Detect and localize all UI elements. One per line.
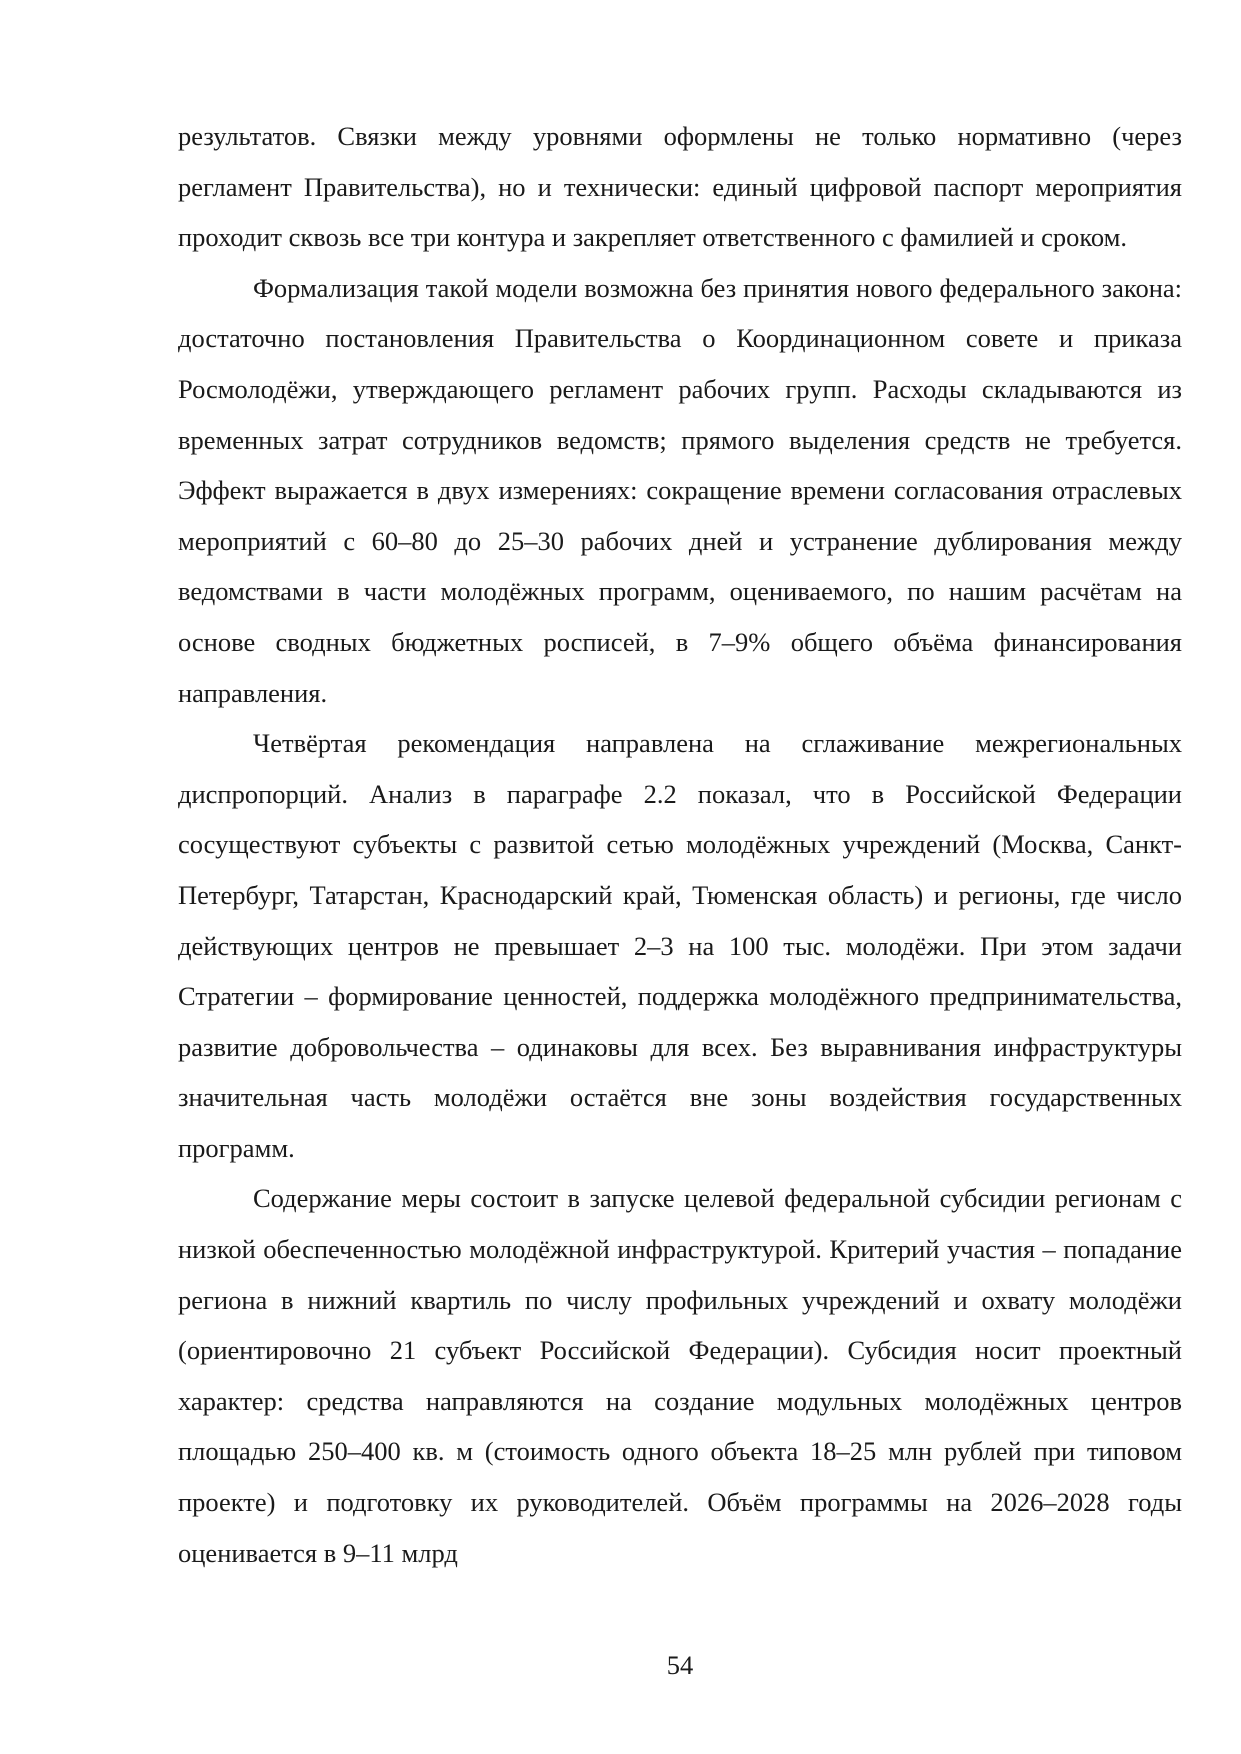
page-number: 54 [666, 1650, 694, 1680]
paragraph-fourth-recommendation: Четвёртая рекомендация направлена на сглаживание межрегиональных диспропорций. Анализ в параграфе 2.2 показал, что в Российской Федерации сосуществуют субъекты с развитой сетью молодёжных учреждений (Москва, Санкт-Петербург, Татарстан, Краснодарский край, Тюменская область) и регионы, где число действующих центров не превышает 2–3 на 100 тыс. молодёжи. При этом задачи Стратегии – формирование ценностей, поддержка молодёжного предпринимательства, развитие добровольчества – одинаковы для всех. Без выравнивания инфраструктуры значительная часть молодёжи остаётся вне зоны воздействия государственных программ. [178, 728, 1182, 1163]
paragraph-formalization: Формализация такой модели возможна без принятия нового федерального закона: достаточно постановления Правительства о Координационном совете и приказа Росмолодёжи, утверждающего регламент рабочих групп. Расходы складываются из временных затрат сотрудников ведомств; прямого выделения средств не требуется. Эффект выражается в двух измерениях: сокращение времени согласования отраслевых мероприятий с 60–80 до 25–30 рабочих дней и устранение дублирования между ведомствами в части молодёжных программ, оцениваемого, по нашим расчётам на основе сводных бюджетных росписей, в 7–9% общего объёма финансирования направления. [178, 272, 1182, 708]
paragraph-continuation: результатов. Связки между уровнями оформлены не только нормативно (через регламент Правительства), но и технически: единый цифровой паспорт мероприятия проходит сквозь все три контура и закрепляет ответственного с фамилией и сроком. [178, 121, 1182, 253]
paragraph-measure-content: Содержание меры состоит в запуске целевой федеральной субсидии регионам с низкой обеспеченностью молодёжной инфраструктурой. Критерий участия – попадание региона в нижний квартиль по числу профильных учреждений и охвату молодёжи (ориентировочно 21 субъект Российской Федерации). Субсидия носит проектный характер: средства направляются на создание модульных молодёжных центров площадью 250–400 кв. м (стоимость одного объекта 18–25 млн рублей при типовом проекте) и подготовку их руководителей. Объём программы на 2026–2028 годы оценивается в 9–11 млрд [178, 1183, 1182, 1568]
body-text [178, 111, 1182, 1578]
